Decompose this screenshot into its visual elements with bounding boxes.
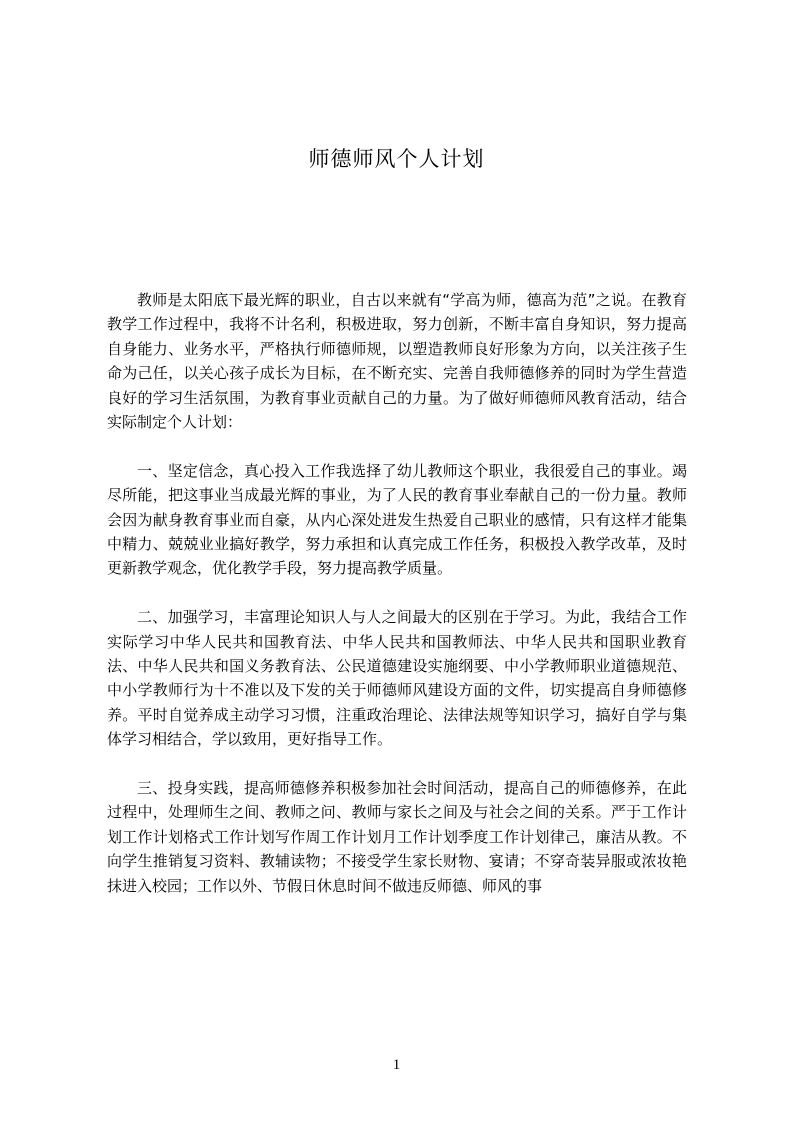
page-number: 1 xyxy=(392,1057,401,1073)
paragraph-section-one: 一、坚定信念，真心投入工作我选择了幼儿教师这个职业，我很爱自己的事业。竭尽所能，把这事业当成最光辉的事业，为了人民的教育事业奉献自己的一份力量。教师会因为献身教育事业而自豪，从内心深处进发生热爱自己职业的感情，只有这样才能集中精力、兢兢业业搞好教学，努力承担和认真完成工作任务，积极投入教学改革，及时更新教学观念，优化教学手段，努力提高教学质量。 xyxy=(107,461,687,578)
paragraph-intro: 教师是太阳底下最光辉的职业，自古以来就有“学高为师，德高为范”之说。在教育教学工作过程中，我将不计名利，积极进取，努力创新，不断丰富自身知识，努力提高自身能力、业务水平，严格执行师德师规，以塑造教师良好形象为方向，以关注孩子生命为己任，以关心孩子成长为目标，在不断充实、完善自我师德修养的同时为学生营造良好的学习生活氛围，为教育事业贡献自己的力量。为了做好师德师风教育活动，结合实际制定个人计划： xyxy=(107,291,687,432)
document-title: 师德师风个人计划 xyxy=(308,147,485,171)
paragraph-section-three: 三、投身实践，提高师德修养积极参加社会时间活动，提高自己的师德修养，在此过程中，处理师生之间、教师之问、教师与家长之间及与社会之间的关系。严于工作计划工作计划格式工作计划写作周工作计划月工作计划季度工作计划律己，廉洁从教。不向学生推销复习资料、教辅读物；不接受学生家长财物、宴请；不穿奇装异服或浓妆艳抹进入校园；工作以外、节假日休息时间不做违反师德、师风的事 xyxy=(107,779,687,895)
paragraph-section-two: 二、加强学习，丰富理论知识人与人之间最大的区别在于学习。为此，我结合工作实际学习中华人民共和国教育法、中华人民共和国教师法、中华人民共和国职业教育法、中华人民共和国义务教育法、公民道德建设实施纲要、中小学教师职业道德规范、中小学教师行为十不准以及下发的关于师德师风建设方面的文件，切实提高自身师德修养。平时自觉养成主动学习习惯，注重政治理论、法律法规等知识学习，搞好自学与集体学习相结合，学以致用，更好指导工作。 xyxy=(107,608,687,749)
document-body xyxy=(107,288,687,923)
